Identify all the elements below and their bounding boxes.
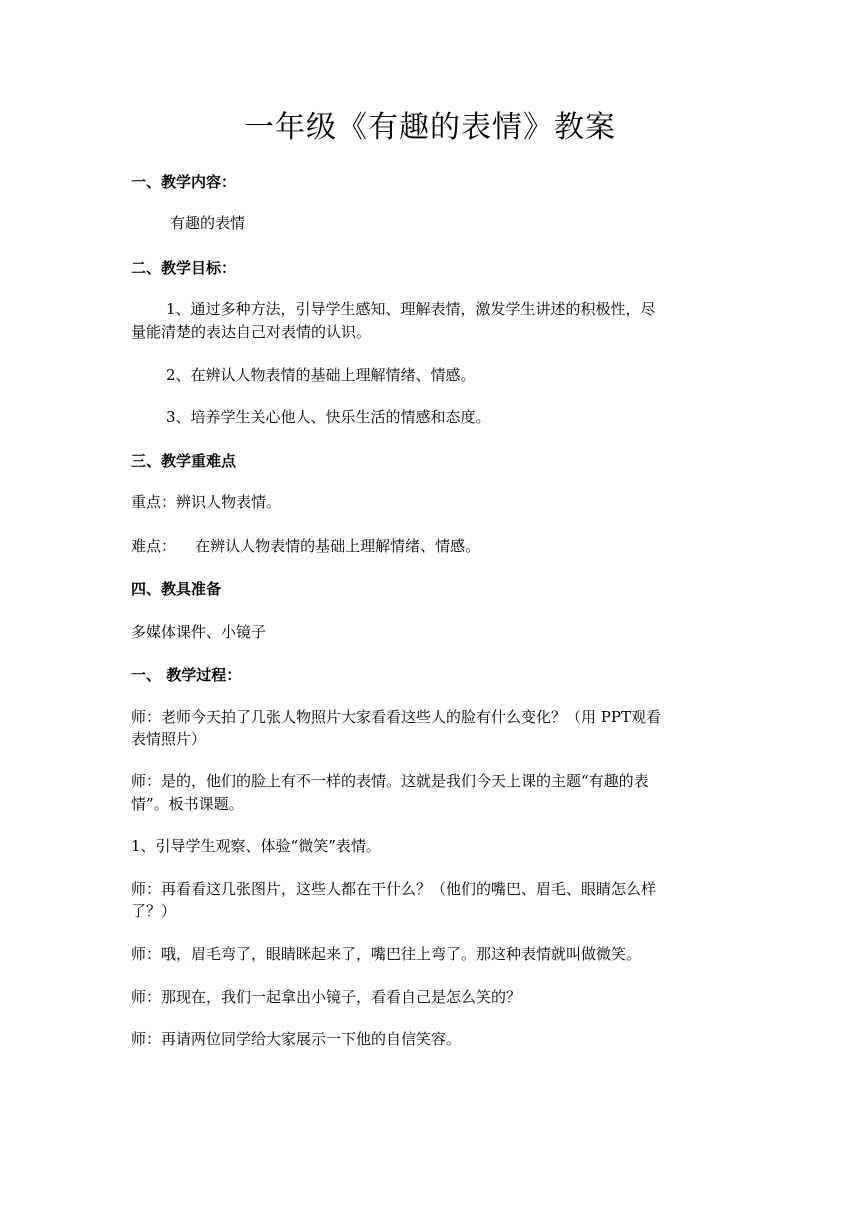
- process-paragraph-2-line-2: 情”。板书课题。: [131, 795, 244, 813]
- section-heading-tools: 四、教具准备: [131, 580, 222, 598]
- process-paragraph-4-line-2: 了？）: [131, 902, 177, 920]
- section-heading-goals: 二、教学目标：: [131, 259, 237, 277]
- goal-3: 3、培养学生关心他人、快乐生活的情感和态度。: [166, 408, 491, 426]
- process-paragraph-3: 1、引导学生观察、体验“微笑”表情。: [131, 837, 381, 855]
- goal-1-line-1: 1、通过多种方法，引导学生感知、理解表情，激发学生讲述的积极性，尽: [166, 300, 656, 318]
- process-paragraph-2-line-1: 师：是的，他们的脸上有不一样的表情。这就是我们今天上课的主题“有趣的表: [131, 772, 649, 790]
- process-paragraph-7: 师：再请两位同学给大家展示一下他的自信笑容。: [131, 1030, 462, 1048]
- document-title: 一年级《有趣的表情》教案: [244, 110, 616, 145]
- goal-2: 2、在辨认人物表情的基础上理解情绪、情感。: [166, 366, 476, 384]
- process-paragraph-6: 师：那现在，我们一起拿出小镜子，看看自己是怎么笑的？: [131, 988, 522, 1006]
- goal-1-line-2: 量能清楚的表达自己对表情的认识。: [131, 323, 372, 341]
- process-paragraph-4-line-1: 师：再看看这几张图片，这些人都在干什么？（他们的嘴巴、眉毛、眼睛怎么样: [131, 880, 657, 898]
- difficult-point: 难点： 在辨认人物表情的基础上理解情绪、情感。: [131, 537, 481, 555]
- section-heading-process: 一、 教学过程：: [131, 666, 242, 684]
- tools-list: 多媒体课件、小镜子: [131, 623, 267, 641]
- section-heading-content: 一、教学内容：: [131, 173, 237, 191]
- section-heading-key-points: 三、教学重难点: [131, 452, 237, 470]
- process-paragraph-1-line-2: 表情照片）: [131, 730, 207, 748]
- process-paragraph-1-line-1: 师：老师今天拍了几张人物照片大家看看这些人的脸有什么变化？（用 PPT观看: [131, 708, 661, 726]
- key-point: 重点：辨识人物表情。: [131, 493, 282, 511]
- process-paragraph-5: 师：哦，眉毛弯了，眼睛眯起来了，嘴巴往上弯了。那这种表情就叫做微笑。: [131, 945, 642, 963]
- content-text: 有趣的表情: [170, 214, 246, 232]
